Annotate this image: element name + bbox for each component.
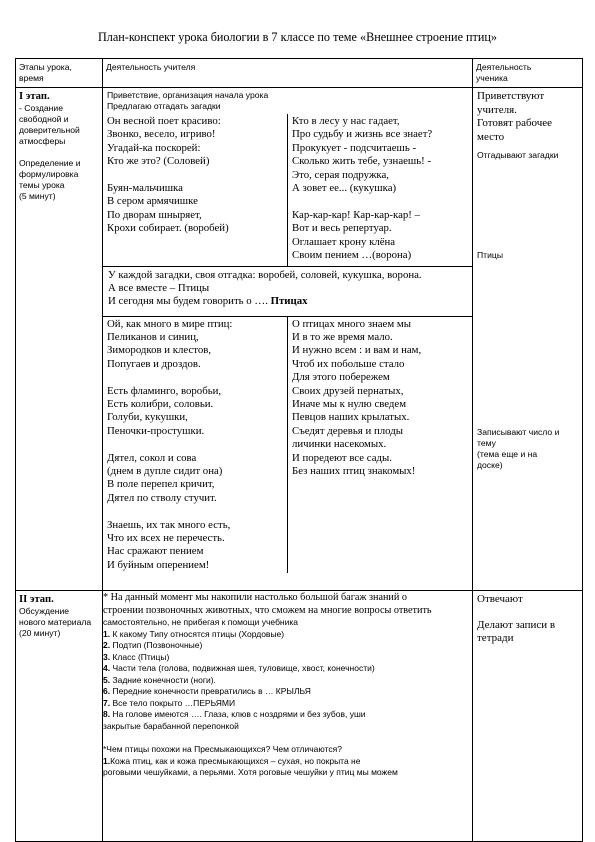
verse-line: Знаешь, их так много есть, bbox=[107, 518, 231, 531]
poem-right bbox=[288, 316, 473, 573]
verse-line: Кар-кар-кар! Кар-кар-кар! – bbox=[292, 208, 420, 221]
verse-line: Кто же это? (Соловей) bbox=[107, 155, 210, 168]
verse-line: По дворам шныряет, bbox=[107, 208, 202, 221]
stage2-teacher: * На данный момент мы накопили настолько большой багаж знаний о строении позвоночных животных, что сможем на многие вопросы ответить самостоятельно, не прибегая к помощи учебника 1. К какому Типу относятся птицы (Хордовые) 2. Подтип (Позвоночные) 3. Класс (Птицы) 4. Части тела (голова, подвижная шея, туловище, хвост, конечности) 5. Задние конечности (ноги). 6. Передние конечности превратились в … КРЫЛЬЯ 7. Все тело покрыто …ПЕРЬЯМИ 8. На голове имеются …. Глаза, клюв с ноздрями и без зубов, уши закрытые барабанной перепонкой *Чем птицы похожи на Пресмыкающихся? Чем отличаются? 1.Кожа птиц, как и кожа пресмыкающихся – сухая, но покрыта не роговыми чешуйками, а перьями. Хотя роговые чешуйки у птиц мы можем bbox=[103, 591, 473, 842]
question-number: 1. bbox=[103, 628, 111, 639]
stage2-label: II этап. bbox=[19, 594, 54, 605]
verse-line: личинки насекомых. bbox=[292, 438, 387, 451]
verse-line: Буян-мальчишка bbox=[107, 182, 183, 195]
verse-line: Вот и весь репертуар. bbox=[292, 222, 392, 235]
question-item bbox=[103, 698, 472, 710]
question-text: Части тела (голова, подвижная шея, туловище, хвост, конечности) bbox=[110, 663, 375, 674]
topic-answer: Птицах bbox=[270, 295, 308, 308]
question-text: К какому Типу относятся птицы (Хордовые) bbox=[110, 628, 285, 639]
question-text: Задние конечности (ноги). bbox=[110, 674, 216, 685]
header-teacher: Деятельность учителя bbox=[103, 59, 473, 88]
question-item bbox=[103, 640, 472, 652]
verse-line: Есть колибри, соловьи. bbox=[107, 397, 214, 410]
verse-line: Сколько жить тебе, узнаешь! - bbox=[292, 155, 432, 168]
verse-line: Угадай-ка поскорей: bbox=[107, 141, 201, 154]
question-number: 7. bbox=[103, 697, 111, 708]
stage1-student: Приветствуют учителя. Готовят рабочее место Отгадывают загадки Птицы Записывают число и тему (тема еще и на доске) bbox=[473, 88, 583, 591]
verse-line: Голуби, кукушки, bbox=[107, 411, 188, 424]
lesson-plan-table bbox=[15, 58, 583, 842]
question-number: 8. bbox=[103, 709, 111, 720]
header-student: Деятельность ученика bbox=[473, 59, 583, 88]
question-number: 5. bbox=[103, 674, 111, 685]
question-text: Передние конечности превратились в … КРЫЛЬЯ bbox=[110, 686, 311, 697]
verse-gap bbox=[107, 371, 283, 384]
verse-line: Есть фламинго, воробьи, bbox=[107, 384, 222, 397]
stage1-info: I этап. - Создание свободной и доверительной атмосферы Определение и формулировка темы урока (5 минут) bbox=[16, 88, 103, 591]
verse-line: Съедят деревья и плоды bbox=[292, 424, 403, 437]
verse-line: А зовет ее... (кукушка) bbox=[292, 182, 397, 195]
question-number: 4. bbox=[103, 663, 111, 674]
verse-line: Чтоб их побольше стало bbox=[292, 357, 405, 370]
stage2-question: *Чем птицы похожи на Пресмыкающихся? Чем отличаются? bbox=[103, 744, 342, 755]
stage2-student: Отвечают Делают записи в тетради bbox=[473, 591, 583, 842]
verse-line: Что их всех не перечесть. bbox=[107, 531, 225, 544]
verse-line: И в то же время мало. bbox=[292, 330, 393, 343]
verse-line: В поле перепел кричит, bbox=[107, 478, 215, 491]
verse-line: Своим пением …(ворона) bbox=[292, 249, 412, 262]
question-item bbox=[103, 675, 472, 687]
document-title: План-конспект урока биологии в 7 классе по теме «Внешнее строение птиц» bbox=[97, 30, 498, 44]
verse-line: Для этого побережем bbox=[292, 371, 390, 384]
stage1-label: I этап. bbox=[19, 91, 50, 102]
question-text: Подтип (Позвоночные) bbox=[110, 640, 203, 651]
verse-line: Певцов наших крылатых. bbox=[292, 411, 410, 424]
verse-line: Зимородков и клестов, bbox=[107, 344, 212, 357]
verse-line: В сером армячишке bbox=[107, 195, 198, 208]
verse-line: Это, серая подружка, bbox=[292, 168, 389, 181]
verse-line: Иначе мы к нулю сведем bbox=[292, 397, 407, 410]
stage1-inner-table bbox=[103, 114, 472, 573]
riddles-left bbox=[103, 114, 288, 266]
riddles-right bbox=[288, 114, 473, 266]
stage1-teacher bbox=[103, 88, 473, 591]
verse-line: (днем в дупле сидит она) bbox=[107, 464, 223, 477]
verse-gap bbox=[107, 505, 283, 518]
verse-line: Попугаев и дроздов. bbox=[107, 357, 201, 370]
verse-line: Дятел, сокол и сова bbox=[107, 451, 197, 464]
question-item bbox=[103, 686, 472, 698]
verse-line: Прокукует - подсчитаешь - bbox=[292, 141, 417, 154]
poem-left bbox=[103, 316, 288, 573]
verse-line: Ой, как много в мире птиц: bbox=[107, 317, 233, 330]
stage2-question-list bbox=[103, 629, 472, 721]
verse-line: Своих друзей пернатых, bbox=[292, 384, 404, 397]
stage2-info: II этап. Обсуждение нового материала (20 минут) bbox=[16, 591, 103, 842]
verse-line: Без наших птиц знакомых! bbox=[292, 464, 416, 477]
verse-gap bbox=[292, 195, 468, 208]
verse-line: Кто в лесу у нас гадает, bbox=[292, 115, 400, 127]
question-number: 6. bbox=[103, 686, 111, 697]
verse-line: Пеночки-простушки. bbox=[107, 424, 205, 437]
verse-line: И буйным оперением! bbox=[107, 558, 210, 571]
verse-line: О птицах много знаем мы bbox=[292, 317, 411, 330]
header-stages: Этапы урока, время bbox=[16, 59, 103, 88]
question-text: Класс (Птицы) bbox=[110, 651, 170, 662]
verse-gap bbox=[107, 438, 283, 451]
question-number: 2. bbox=[103, 640, 111, 651]
question-item bbox=[103, 629, 472, 641]
verse-line: Пеликанов и синиц, bbox=[107, 330, 199, 343]
verse-line: Дятел по стволу стучит. bbox=[107, 491, 217, 504]
verse-line: И поредеют все сады. bbox=[292, 451, 392, 464]
verse-line: Звонко, весело, игриво! bbox=[107, 128, 216, 141]
verse-gap bbox=[107, 169, 283, 182]
question-item bbox=[103, 663, 472, 675]
verse-line: Крохи собирает. (воробей) bbox=[107, 222, 229, 235]
riddles-summary: У каждой загадки, своя отгадка: воробей, соловей, кукушка, ворона. А все вместе – Птицы И сегодня мы будем говорить о …. Птицах bbox=[103, 266, 472, 316]
verse-line: Нас сражают пением bbox=[107, 545, 204, 558]
question-item bbox=[103, 709, 472, 721]
stage1-intro: Приветствие, организация начала урока Предлагаю отгадать загадки bbox=[107, 90, 269, 111]
verse-line: И нужно всем : и вам и нам, bbox=[292, 344, 422, 357]
question-text: Все тело покрыто …ПЕРЬЯМИ bbox=[110, 697, 236, 708]
question-text: На голове имеются …. Глаза, клюв с ноздрями и без зубов, уши bbox=[110, 709, 366, 720]
verse-line: Он весной поет красиво: bbox=[107, 115, 221, 127]
question-item bbox=[103, 652, 472, 664]
verse-line: Оглашает крону клёна bbox=[292, 235, 396, 248]
question-number: 3. bbox=[103, 651, 111, 662]
verse-line: Про судьбу и жизнь все знает? bbox=[292, 128, 433, 141]
